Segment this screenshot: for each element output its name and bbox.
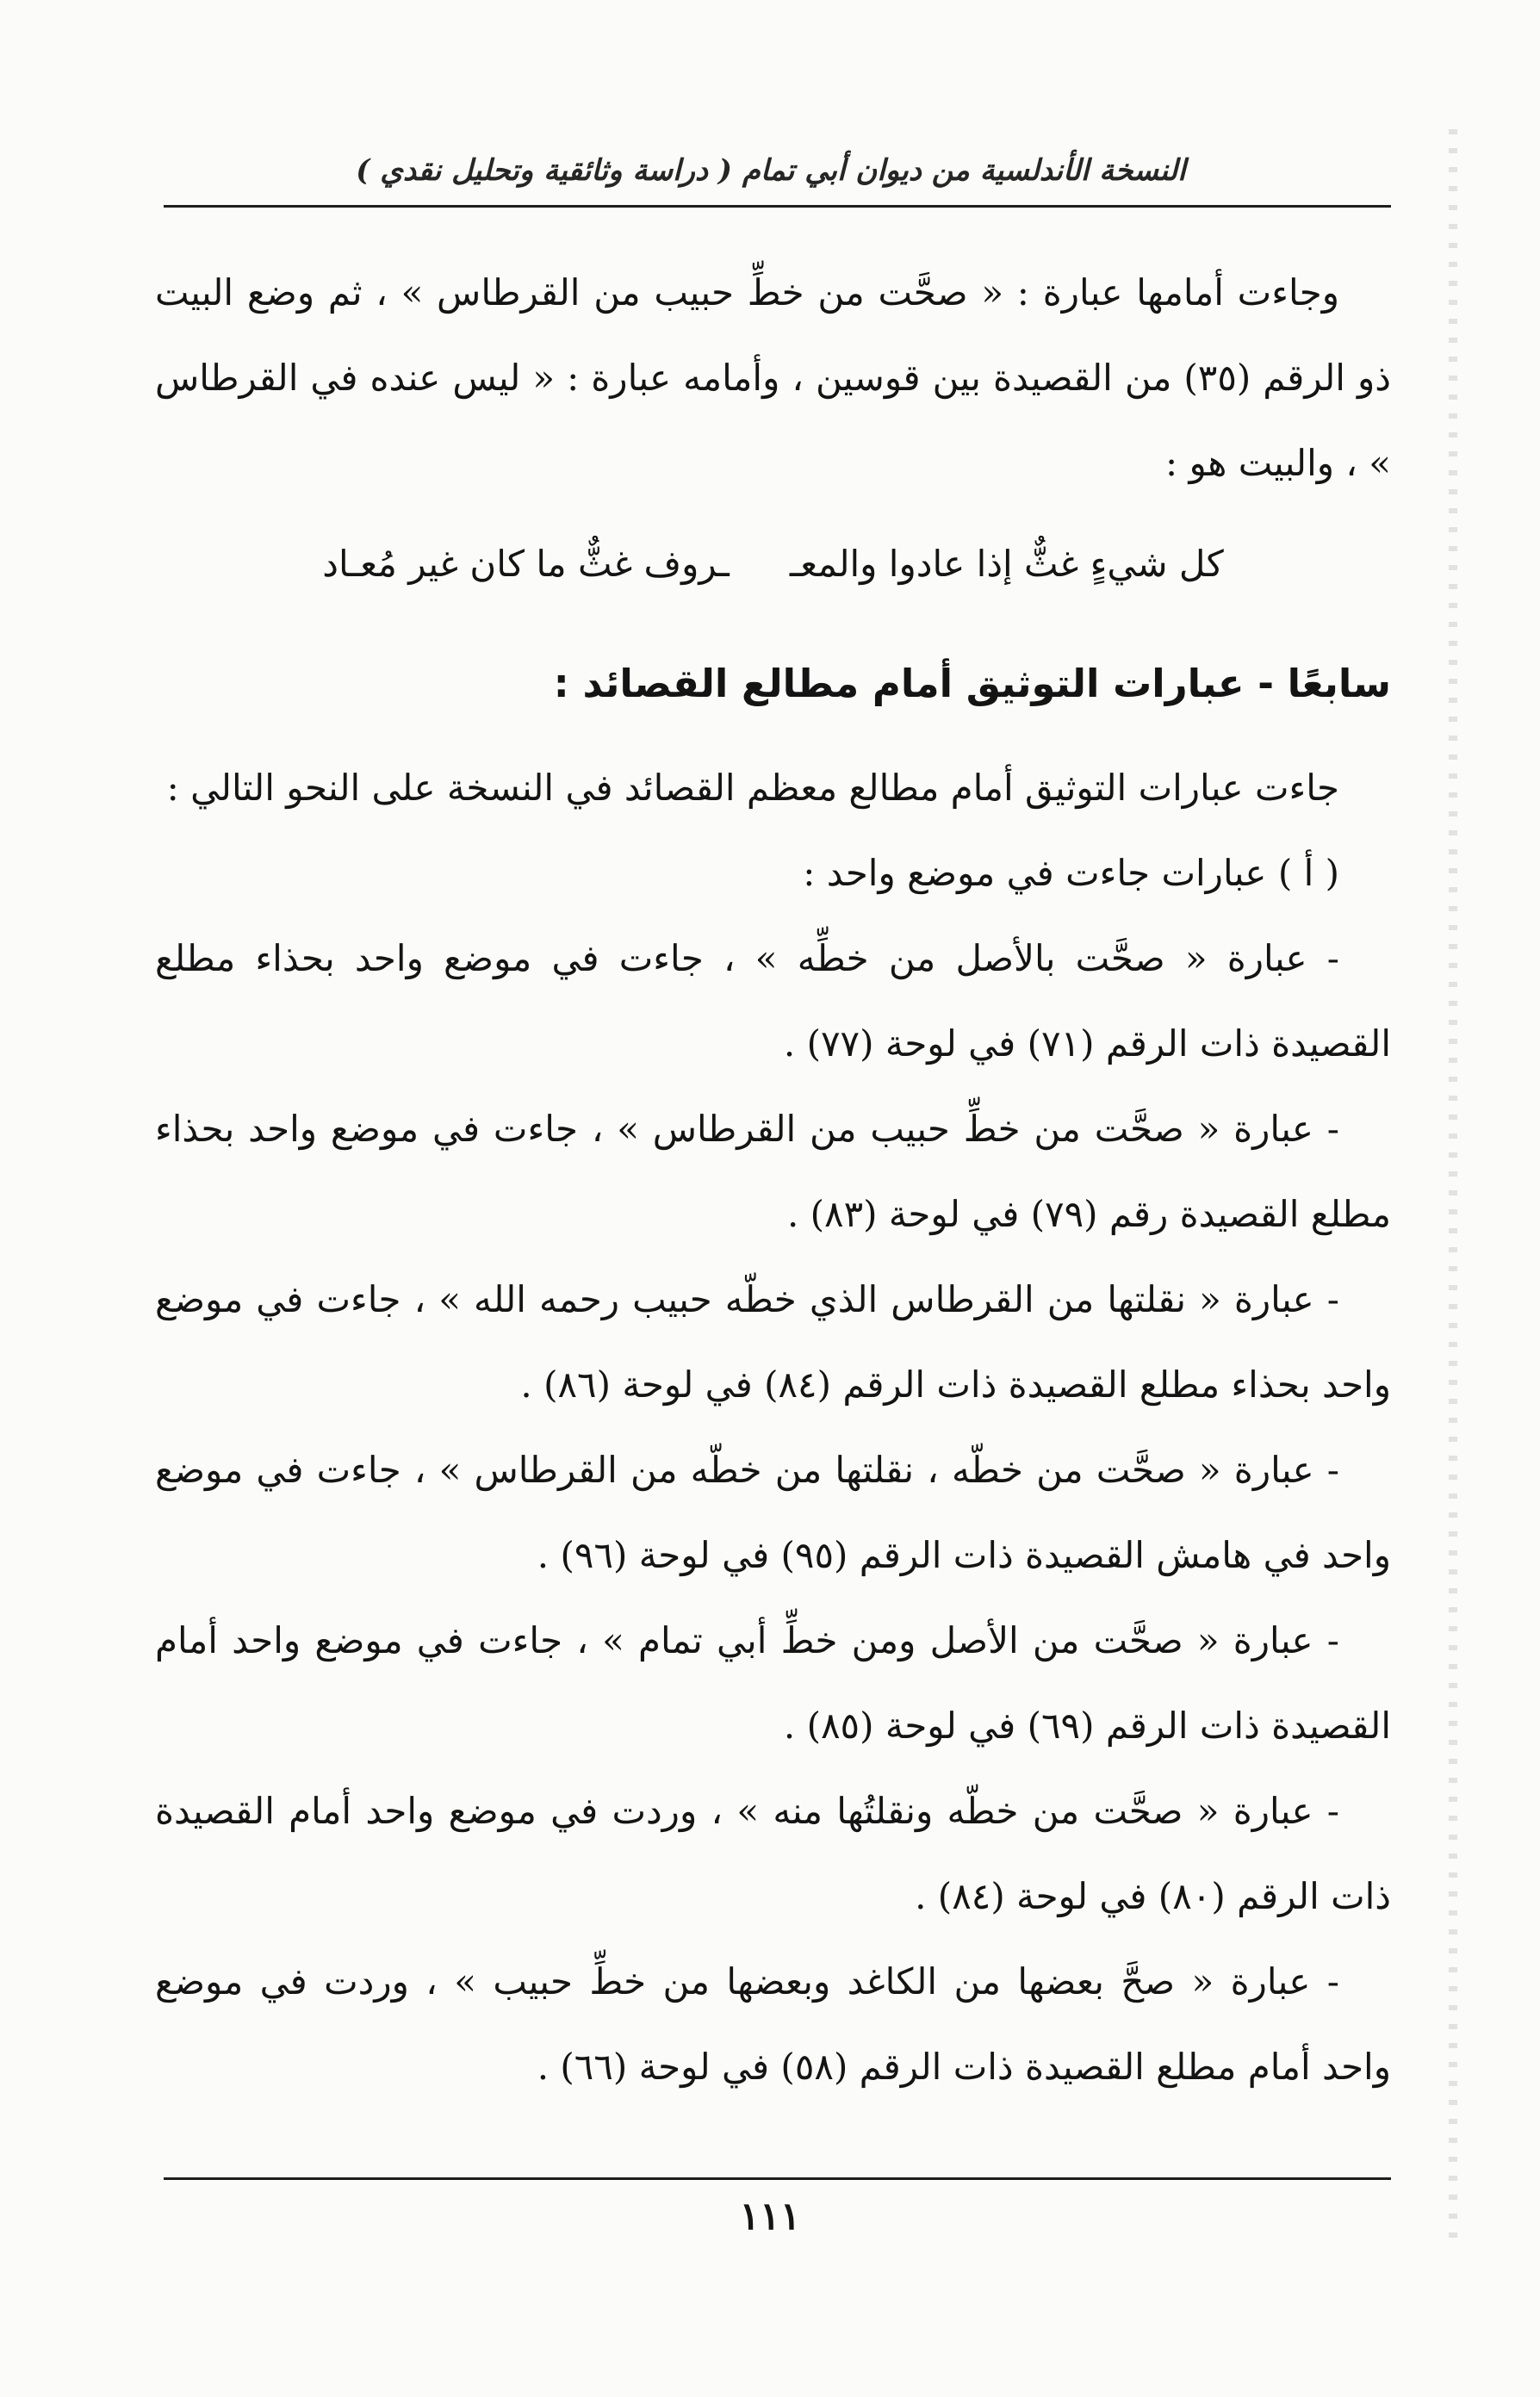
poem-verse [155, 506, 1391, 623]
list-item: - عبارة « صحَّت بالأصل من خطِّه » ، جاءت في موضع واحد بحذاء مطلع القصيدة ذات الرقم (٧١) في لوحة (٧٧) . [155, 937, 1391, 1065]
page-body [155, 250, 1391, 2109]
footer-rule [164, 2177, 1391, 2180]
section-intro: جاءت عبارات التوثيق أمام مطالع معظم القصائد في النسخة على النحو التالي : [166, 767, 1339, 809]
list-item: - عبارة « صحَّت من خطِّ حبيب من القرطاس » ، جاءت في موضع واحد بحذاء مطلع القصيدة رقم (٧٩) في لوحة (٨٣) . [155, 1108, 1391, 1235]
header-rule [164, 205, 1391, 208]
verse-first-hemistich: كل شيءٍ غثٌّ إذا عادوا والمعـ [789, 543, 1224, 585]
list-item: - عبارة « نقلتها من القرطاس الذي خطّه حبيب رحمه الله » ، جاءت في موضع واحد بحذاء مطلع القصيدة ذات الرقم (٨٤) في لوحة (٨٦) . [155, 1278, 1391, 1406]
intro-paragraph: وجاءت أمامها عبارة : « صحَّت من خطِّ حبيب من القرطاس » ، ثم وضع البيت ذو الرقم (٣٥) من القصيدة بين قوسين ، وأمامه عبارة : « ليس عنده في القرطاس » ، والبيت هو : [155, 271, 1391, 484]
verse-second-hemistich: ـروف غثٌّ ما كان غير مُعـاد [322, 543, 730, 585]
list-item: - عبارة « صحَّت من خطّه ، نقلتها من خطّه من القرطاس » ، جاءت في موضع واحد في هامش القصيدة ذات الرقم (٩٥) في لوحة (٩٦) . [155, 1449, 1391, 1576]
section-heading: سابعًا - عبارات التوثيق أمام مطالع القصائد : [553, 661, 1391, 706]
page-number: ١١١ [739, 2195, 801, 2239]
list-item: - عبارة « صحَّت من خطّه ونقلتُها منه » ، وردت في موضع واحد أمام القصيدة ذات الرقم (٨٠) في لوحة (٨٤) . [155, 1790, 1391, 1917]
list-item: - عبارة « صحَّت من الأصل ومن خطِّ أبي تمام » ، جاءت في موضع واحد أمام القصيدة ذات الرقم (٦٩) في لوحة (٨٥) . [155, 1619, 1391, 1747]
running-header: النسخة الأندلسية من ديوان أبي تمام ( دراسة وثائقية وتحليل نقدي ) [356, 153, 1186, 188]
list-item: - عبارة « صحَّ بعضها من الكاغد وبعضها من خطِّ حبيب » ، وردت في موضع واحد أمام مطلع القصيدة ذات الرقم (٥٨) في لوحة (٦٦) . [155, 1960, 1391, 2088]
subheading: ( أ ) عبارات جاءت في موضع واحد : [803, 852, 1339, 894]
scan-edge-marks [1449, 129, 1457, 2239]
